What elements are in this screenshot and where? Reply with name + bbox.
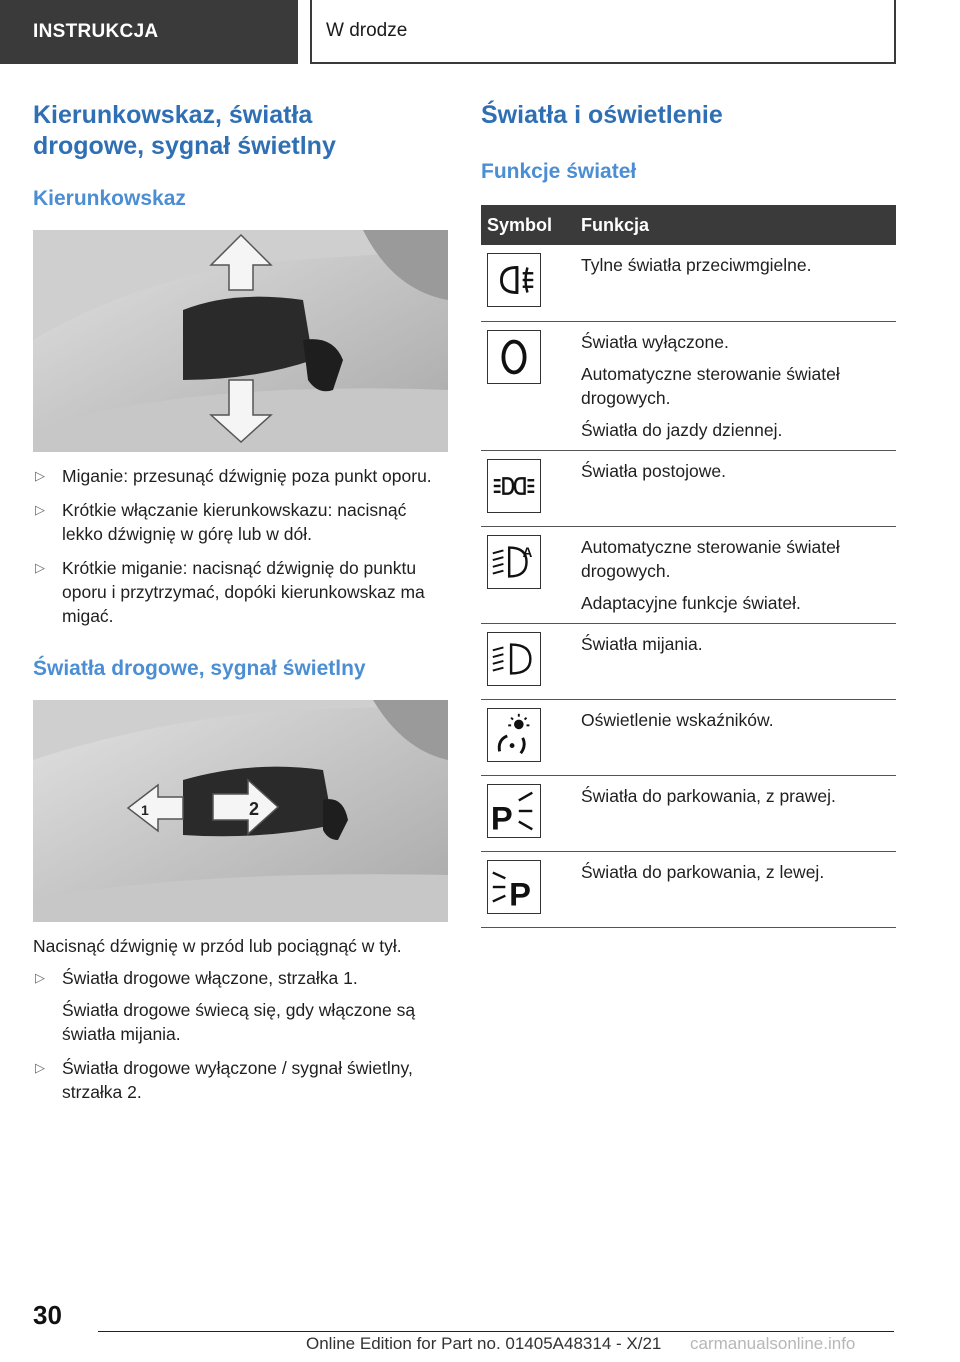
chapter-label: W drodze xyxy=(326,20,408,41)
left-title: Kierunkowskaz, światła drogowe, sygnał świetlny xyxy=(33,101,336,160)
right-title: Światła i oświetlenie xyxy=(481,101,723,129)
table-row: P Światła do parkowania, z lewej. xyxy=(481,851,896,927)
turn-signal-illustration xyxy=(33,230,448,452)
list-item: ▷ Krótkie miganie: nacisnąć dźwignię do punktu oporu i przytrzymać, dopóki kierunkowskaz ma migać. xyxy=(35,558,425,626)
edition-text: Online Edition for Part no. 01405A48314 - X/21 xyxy=(306,1334,662,1353)
lights-off-icon xyxy=(487,330,541,384)
list-item: ▷ Miganie: przesunąć dźwignię poza punkt oporu. xyxy=(35,466,432,486)
list-item: ▷ Światła drogowe włączone, strzałka 1. Światła drogowe świecą się, gdy włączone są światła mijania. xyxy=(35,968,416,1044)
light-functions-table xyxy=(481,205,896,928)
list-item: ▷ Światła drogowe wyłączone / sygnał świetlny, strzałka 2. xyxy=(35,1058,413,1102)
table-header-function: Funkcja xyxy=(575,205,896,245)
arrow-label-2: 2 xyxy=(249,799,260,819)
high-beam-illustration xyxy=(33,700,448,922)
low-beam-icon xyxy=(487,632,541,686)
page-number: 30 xyxy=(33,1300,62,1330)
watermark: carmanualsonline.info xyxy=(690,1334,856,1353)
turn-signal-list xyxy=(33,464,448,628)
list-item: ▷ Krótkie włączanie kierunkowskazu: nacisnąć lekko dźwignię w górę lub w dół. xyxy=(35,500,407,544)
high-beam-paragraph: Nacisnąć dźwignię w przód lub pociągnąć w tył. xyxy=(33,936,402,956)
footer-rule xyxy=(98,1331,894,1332)
table-row: Światła wyłączone. Automatyczne sterowanie świateł drogowych. Światła do jazdy dziennej. xyxy=(481,321,896,450)
table-header-symbol: Symbol xyxy=(481,205,575,245)
bullet-triangle-icon: ▷ xyxy=(35,468,45,483)
section-label: INSTRUKCJA xyxy=(33,21,159,42)
svg-text:P: P xyxy=(490,798,513,836)
rear-fog-light-icon xyxy=(487,253,541,307)
table-row: Światła postojowe. xyxy=(481,450,896,526)
left-column xyxy=(33,100,448,1114)
arrow-label-1: 1 xyxy=(141,802,149,818)
parking-lights-icon xyxy=(487,459,541,513)
table-row: P Światła do parkowania, z prawej. xyxy=(481,775,896,851)
turn-signal-figure xyxy=(33,230,448,452)
table-row: Światła mijania. xyxy=(481,623,896,699)
chapter-tab xyxy=(310,0,896,64)
bullet-triangle-icon: ▷ xyxy=(35,1060,45,1075)
high-beam-list xyxy=(33,966,448,1104)
right-column xyxy=(481,100,896,928)
table-row: Tylne światła przeciwmgielne. xyxy=(481,245,896,321)
bullet-triangle-icon: ▷ xyxy=(35,560,45,575)
instrument-lighting-icon xyxy=(487,708,541,762)
auto-headlight-icon xyxy=(487,535,541,589)
turn-signal-heading: Kierunkowskaz xyxy=(33,187,186,210)
bullet-triangle-icon: ▷ xyxy=(35,970,45,985)
svg-text:P: P xyxy=(509,874,532,912)
table-row: A Automatyczne sterowanie świateł drogowych. Adaptacyjne funkcje świateł. xyxy=(481,526,896,623)
light-functions-heading: Funkcje świateł xyxy=(481,160,637,183)
table-row: Oświetlenie wskaźników. xyxy=(481,699,896,775)
high-beam-figure xyxy=(33,700,448,922)
parking-light-right-icon xyxy=(487,784,541,838)
section-tab xyxy=(0,0,298,64)
high-beam-heading: Światła drogowe, sygnał świetlny xyxy=(33,657,366,680)
svg-text:A: A xyxy=(522,544,533,560)
parking-light-left-icon xyxy=(487,860,541,914)
bullet-triangle-icon: ▷ xyxy=(35,502,45,517)
